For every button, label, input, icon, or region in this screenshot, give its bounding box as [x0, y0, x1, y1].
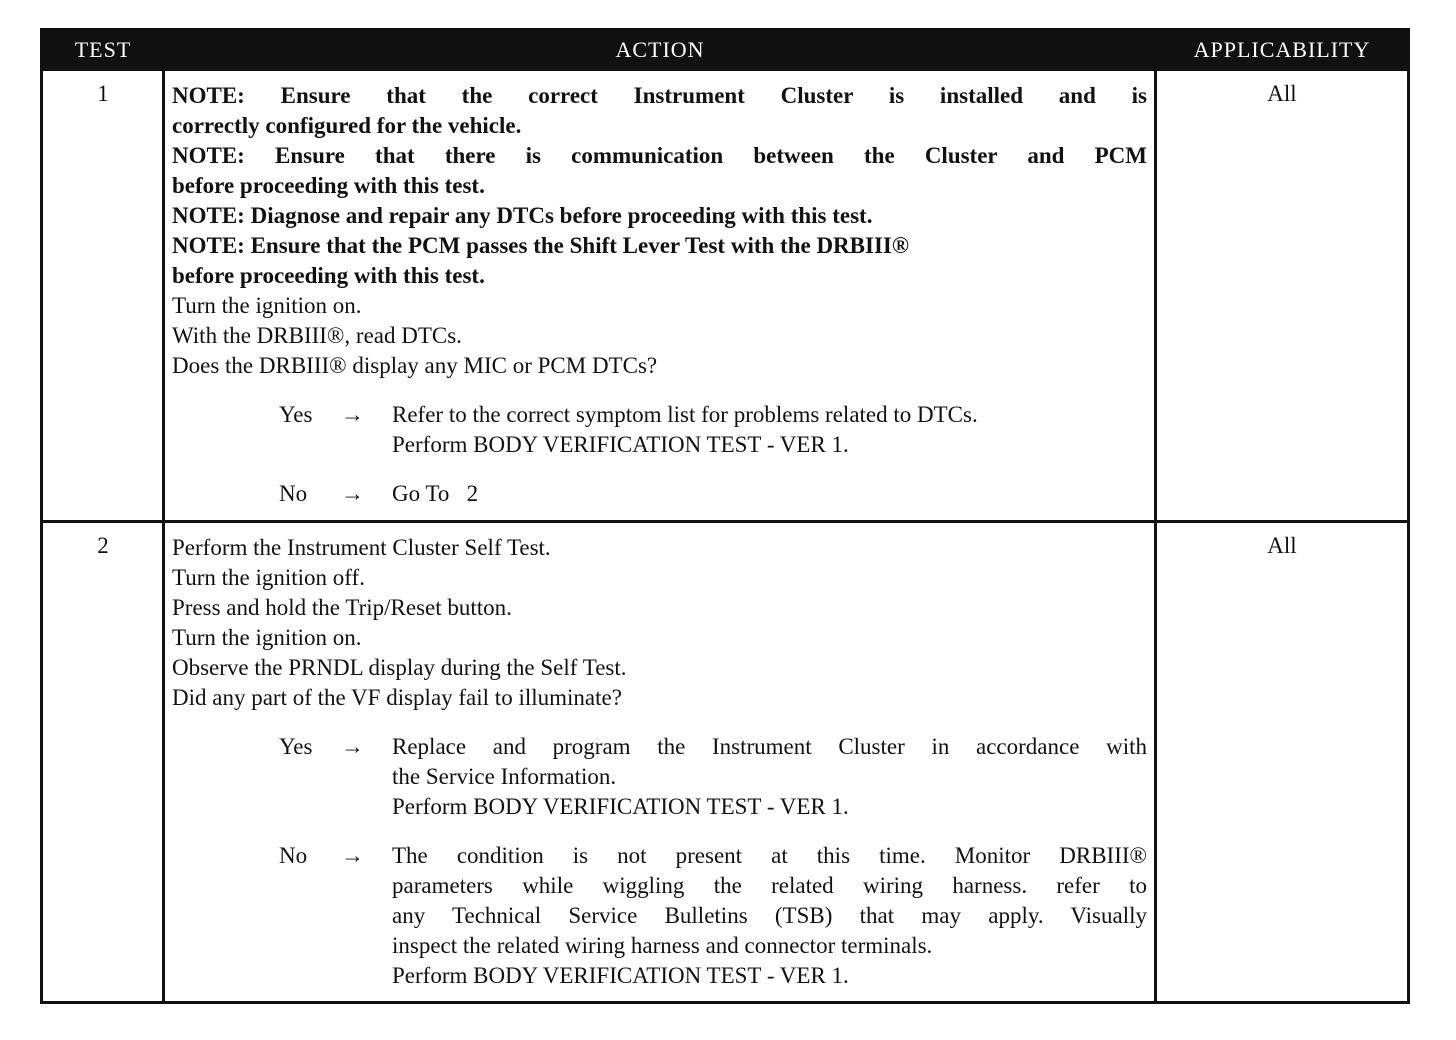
- yes-answer: [279, 400, 1147, 460]
- header-action: ACTION: [615, 37, 705, 62]
- note-line: correctly configured for the vehicle.: [172, 113, 522, 138]
- table-header: [43, 31, 1407, 71]
- answer-line: Perform BODY VERIFICATION TEST - VER 1.: [392, 963, 849, 988]
- applicability-2: All: [1267, 533, 1297, 558]
- answer-line: Replace and program the Instrument Cluster in accordance with: [392, 734, 1147, 759]
- no-answer: [279, 841, 1147, 991]
- step-line: Does the DRBIII® display any MIC or PCM DTCs?: [172, 353, 658, 378]
- test-number-1: 1: [97, 81, 109, 106]
- row-divider: [43, 520, 1407, 523]
- action-cell-2: [172, 533, 1147, 991]
- step-line: Turn the ignition on.: [172, 625, 362, 650]
- no-answer: [279, 479, 1147, 509]
- step-line: Turn the ignition off.: [172, 565, 365, 590]
- yes-label: Yes: [279, 402, 313, 427]
- header-test: TEST: [74, 37, 132, 62]
- note-line: before proceeding with this test.: [172, 173, 485, 198]
- answer-line: Perform BODY VERIFICATION TEST - VER 1.: [392, 794, 849, 819]
- action-cell-1: [172, 81, 1147, 509]
- answer-line: The condition is not present at this time. Monitor DRBIII®: [392, 843, 1147, 868]
- answer-line: Refer to the correct symptom list for problems related to DTCs.: [392, 402, 978, 427]
- diagnostic-table: [40, 28, 1410, 1004]
- step-line: Press and hold the Trip/Reset button.: [172, 595, 512, 620]
- arrow-icon: →: [341, 843, 364, 868]
- step-line: Observe the PRNDL display during the Self Test.: [172, 655, 627, 680]
- note-line: NOTE: Diagnose and repair any DTCs before proceeding with this test.: [172, 203, 873, 228]
- step-line: Turn the ignition on.: [172, 293, 362, 318]
- answer-line: Go To 2: [392, 481, 479, 506]
- answer-line: the Service Information.: [392, 764, 617, 789]
- yes-label: Yes: [279, 734, 313, 759]
- note-line: before proceeding with this test.: [172, 263, 485, 288]
- test-number-2: 2: [97, 533, 109, 558]
- answer-line: Perform BODY VERIFICATION TEST - VER 1.: [392, 432, 849, 457]
- answer-line: parameters while wiggling the related wiring harness. refer to: [392, 873, 1147, 898]
- step-line: Perform the Instrument Cluster Self Test.: [172, 535, 551, 560]
- step-line: Did any part of the VF display fail to illuminate?: [172, 685, 622, 710]
- yes-answer: [279, 732, 1147, 822]
- note-line: NOTE: Ensure that there is communication between the Cluster and PCM: [172, 143, 1147, 168]
- no-label: No: [279, 481, 308, 506]
- applicability-1: All: [1267, 81, 1297, 106]
- arrow-icon: →: [341, 402, 364, 427]
- no-label: No: [279, 843, 308, 868]
- note-line: NOTE: Ensure that the correct Instrument Cluster is installed and is: [172, 83, 1147, 108]
- answer-line: inspect the related wiring harness and connector terminals.: [392, 933, 933, 958]
- arrow-icon: →: [341, 734, 364, 759]
- answer-line: any Technical Service Bulletins (TSB) that may apply. Visually: [392, 903, 1147, 928]
- arrow-icon: →: [341, 481, 364, 506]
- header-applicability: APPLICABILITY: [1193, 37, 1371, 62]
- step-line: With the DRBIII®, read DTCs.: [172, 323, 462, 348]
- note-line: NOTE: Ensure that the PCM passes the Shift Lever Test with the DRBIII®: [172, 233, 910, 258]
